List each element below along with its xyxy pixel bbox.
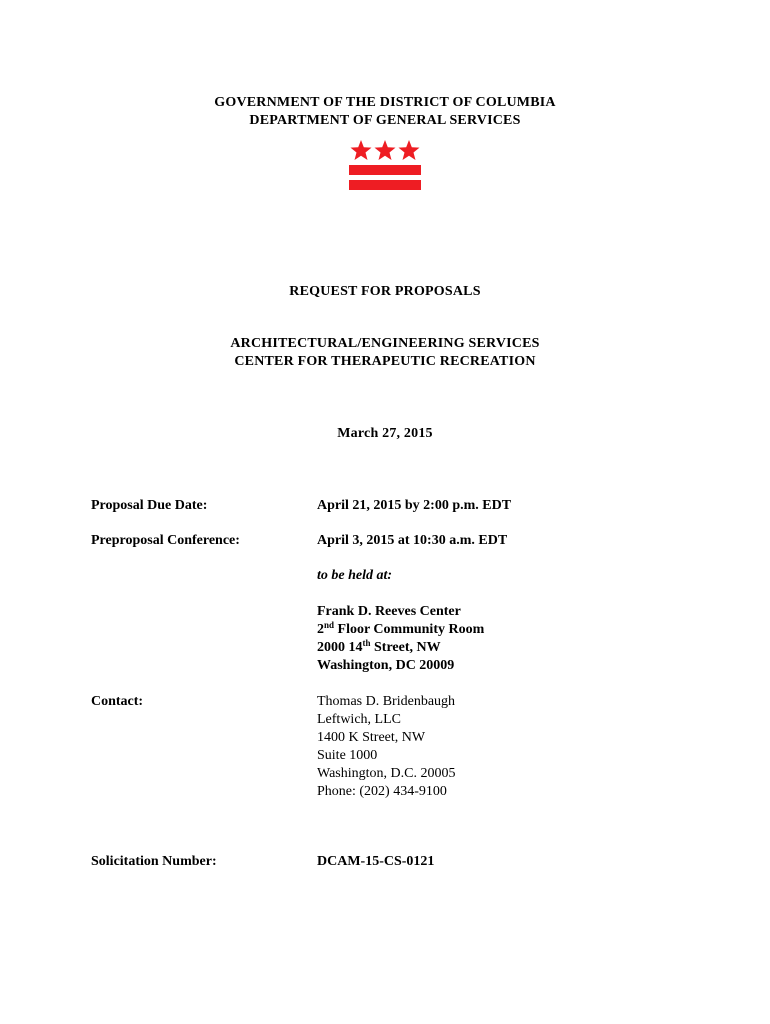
venue-street: 2000 14th Street, NW xyxy=(317,638,441,655)
held-at-note: to be held at: xyxy=(317,568,393,583)
issue-date: March 27, 2015 xyxy=(337,426,433,441)
venue-name: Frank D. Reeves Center xyxy=(317,604,461,619)
due-date-label: Proposal Due Date: xyxy=(91,498,208,513)
project-title-line2: CENTER FOR THERAPEUTIC RECREATION xyxy=(234,354,536,369)
contact-phone: Phone: (202) 434-9100 xyxy=(317,784,447,799)
conference-value: April 3, 2015 at 10:30 a.m. EDT xyxy=(317,533,508,548)
contact-suite: Suite 1000 xyxy=(317,748,378,763)
solicitation-label: Solicitation Number: xyxy=(91,854,217,869)
solicitation-number: DCAM-15-CS-0121 xyxy=(317,854,435,869)
contact-name: Thomas D. Bridenbaugh xyxy=(317,694,456,709)
contact-label: Contact: xyxy=(91,694,144,709)
due-date-value: April 21, 2015 by 2:00 p.m. EDT xyxy=(317,498,512,513)
contact-city: Washington, D.C. 20005 xyxy=(317,766,456,781)
contact-company: Leftwich, LLC xyxy=(317,712,401,727)
project-title-line1: ARCHITECTURAL/ENGINEERING SERVICES xyxy=(230,336,540,351)
document-title: REQUEST FOR PROPOSALS xyxy=(289,284,481,299)
agency-heading-line2: DEPARTMENT OF GENERAL SERVICES xyxy=(249,113,521,128)
dc-flag-icon xyxy=(349,140,421,192)
contact-block xyxy=(317,693,455,801)
venue-city: Washington, DC 20009 xyxy=(317,658,455,673)
conference-label: Preproposal Conference: xyxy=(91,533,240,548)
agency-heading-line1: GOVERNMENT OF THE DISTRICT OF COLUMBIA xyxy=(214,95,556,110)
contact-street: 1400 K Street, NW xyxy=(317,730,426,745)
venue-address xyxy=(317,603,484,675)
venue-room: 2nd Floor Community Room xyxy=(317,620,485,637)
